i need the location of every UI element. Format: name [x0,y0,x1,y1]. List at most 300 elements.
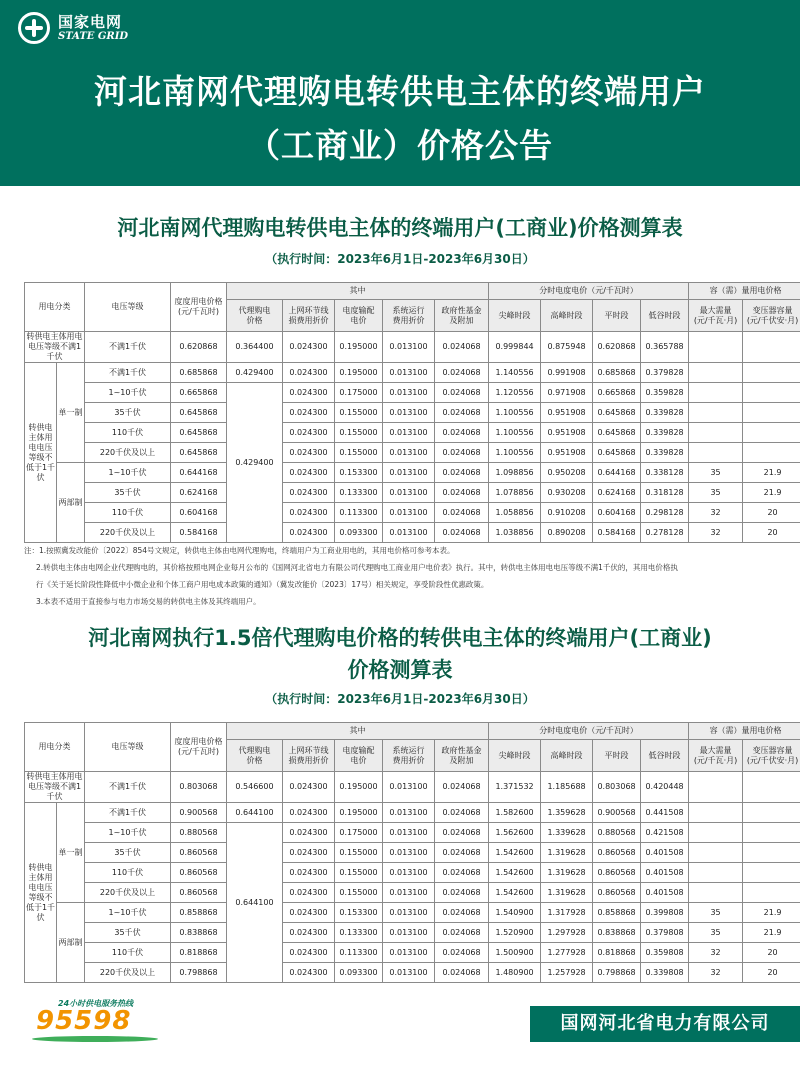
cell-c12 [689,843,743,863]
cell-c13: 21.9 [743,903,800,923]
cell-c13 [743,332,800,363]
cell-c13 [743,843,800,863]
cell-price: 0.645868 [171,403,227,423]
cell-c8: 1.078856 [489,483,541,503]
cell-price: 0.604168 [171,503,227,523]
table2-title-line2: 价格测算表 [347,658,453,682]
table2-price-table [24,722,800,983]
cell-c10: 0.860568 [593,843,641,863]
header-category: 用电分类 [25,283,85,332]
cell-c6: 0.013100 [383,363,435,383]
cell-c4: 0.024300 [283,483,335,503]
cell-c6: 0.013100 [383,523,435,543]
cell-c4: 0.024300 [283,903,335,923]
header-among: 其中 [227,723,489,740]
cell-c13 [743,883,800,903]
header-price: 度度用电价格 (元/千瓦时) [171,283,227,332]
cell-c7: 0.024068 [435,523,489,543]
header-category: 用电分类 [25,723,85,772]
cell-c6: 0.013100 [383,943,435,963]
cell-c5: 0.195000 [335,803,383,823]
header-capacity: 容（需）量用电价格 [689,723,800,740]
cell-c11: 0.318128 [641,483,689,503]
cell-c7: 0.024068 [435,863,489,883]
cell-c8: 1.542600 [489,843,541,863]
cell-c8: 1.562600 [489,823,541,843]
cell-c10: 0.645868 [593,423,641,443]
cell-c12: 35 [689,923,743,943]
note-3: 3.本表不适用于直接参与电力市场交易的转供电主体及其终端用户。 [36,597,261,606]
hotline-logo [32,996,172,1044]
cell-c6: 0.013100 [383,383,435,403]
cell-c11: 0.421508 [641,823,689,843]
note-2b: 行《关于延长阶段性降低中小微企业和个体工商户用电成本政策的通知》（冀发改能价〔2023〕17号）相关规定，享受阶段性优惠政策。 [36,580,489,589]
header-sub-1: 上网环节线 损费用折价 [283,740,335,772]
header-tou: 分时电度电价（元/千瓦时） [489,723,689,740]
header-sub-6: 高峰时段 [541,300,593,332]
cell-c9: 0.991908 [541,363,593,383]
cell-c13 [743,823,800,843]
main-title-line1: 河北南网代理购电转供电主体的终端用户 [94,72,706,111]
cell-c10: 0.900568 [593,803,641,823]
cell-c5: 0.155000 [335,843,383,863]
cell-price: 0.860568 [171,843,227,863]
cell-proxy-price: 0.364400 [227,332,283,363]
cell-voltage: 220千伏及以上 [85,963,171,983]
header-sub-9: 最大需量 (元/千瓦·月) [689,740,743,772]
header-price: 度度用电价格 (元/千瓦时) [171,723,227,772]
header-sub-3: 系统运行 费用折价 [383,740,435,772]
cell-c4: 0.024300 [283,923,335,943]
cell-c8: 1.140556 [489,363,541,383]
cell-c12 [689,403,743,423]
cell-c13: 21.9 [743,483,800,503]
cell-c7: 0.024068 [435,923,489,943]
cell-c11: 0.379828 [641,363,689,383]
cell-c11: 0.441508 [641,803,689,823]
header-sub-8: 低谷时段 [641,740,689,772]
cell-voltage: 不满1千伏 [85,332,171,363]
cell-proxy-price: 0.429400 [227,363,283,383]
cell-c13 [743,803,800,823]
cell-price: 0.900568 [171,803,227,823]
cell-c7: 0.024068 [435,943,489,963]
cell-c9: 0.910208 [541,503,593,523]
notes [24,542,784,610]
cell-voltage: 1~10千伏 [85,463,171,483]
cell-c6: 0.013100 [383,903,435,923]
cell-c10: 0.644168 [593,463,641,483]
table-row [25,463,800,483]
cell-c10: 0.818868 [593,943,641,963]
cell-c8: 1.500900 [489,943,541,963]
cell-c11: 0.338128 [641,463,689,483]
table-row [25,903,800,923]
cell-c5: 0.153300 [335,463,383,483]
table-row [25,883,800,903]
table-row [25,483,800,503]
cell-c4: 0.024300 [283,963,335,983]
cell-c10: 0.645868 [593,443,641,463]
table-row [25,923,800,943]
main-title-line2: （工商业）价格公告 [247,126,553,165]
cell-price: 0.860568 [171,883,227,903]
header-sub-7: 平时段 [593,740,641,772]
cell-c10: 0.645868 [593,403,641,423]
header-sub-5: 尖峰时段 [489,740,541,772]
cell-c8: 1.100556 [489,403,541,423]
cell-c11: 0.298128 [641,503,689,523]
cell-price: 0.860568 [171,863,227,883]
cell-c5: 0.113300 [335,943,383,963]
header-sub-0: 代理购电 价格 [227,300,283,332]
cell-price: 0.685868 [171,363,227,383]
table-row [25,423,800,443]
cell-c4: 0.024300 [283,523,335,543]
header-sub-4: 政府性基金 及附加 [435,300,489,332]
cell-c7: 0.024068 [435,403,489,423]
cell-c7: 0.024068 [435,823,489,843]
cell-c4: 0.024300 [283,383,335,403]
cell-c12: 32 [689,943,743,963]
header-sub-10: 变压器容量 (元/千伏安·月) [743,740,800,772]
cell-c9: 1.257928 [541,963,593,983]
cell-c13: 20 [743,503,800,523]
cell-c11: 0.401508 [641,863,689,883]
hotline-subtitle: 24小时供电服务热线 [58,999,134,1008]
cell-c12: 35 [689,903,743,923]
cell-voltage: 35千伏 [85,923,171,943]
cell-c5: 0.195000 [335,772,383,803]
cell-c4: 0.024300 [283,943,335,963]
table-row [25,823,800,843]
table-row [25,443,800,463]
cell-price: 0.818868 [171,943,227,963]
cell-voltage: 35千伏 [85,483,171,503]
cell-c9: 0.930208 [541,483,593,503]
table-row [25,403,800,423]
cell-c7: 0.024068 [435,383,489,403]
cell-voltage: 110千伏 [85,423,171,443]
cell-c13 [743,423,800,443]
cell-c8: 1.542600 [489,883,541,903]
cell-c9: 1.339628 [541,823,593,843]
cell-voltage: 1~10千伏 [85,383,171,403]
cell-c7: 0.024068 [435,363,489,383]
cell-c12 [689,823,743,843]
cell-c9: 0.951908 [541,443,593,463]
cell-c12 [689,423,743,443]
header-sub-2: 电度输配 电价 [335,740,383,772]
header-sub-10: 变压器容量 (元/千伏安·月) [743,300,800,332]
cell-c5: 0.155000 [335,423,383,443]
cell-c13 [743,863,800,883]
cell-c10: 0.685868 [593,363,641,383]
cell-c6: 0.013100 [383,772,435,803]
cell-c10: 0.880568 [593,823,641,843]
cell-voltage: 不满1千伏 [85,772,171,803]
cell-c12 [689,383,743,403]
cell-c6: 0.013100 [383,863,435,883]
cell-c7: 0.024068 [435,423,489,443]
cell-c5: 0.155000 [335,403,383,423]
cell-c10: 0.624168 [593,483,641,503]
cell-c4: 0.024300 [283,823,335,843]
table1-exec-time: （执行时间：2023年6月1日-2023年6月30日） [265,252,535,266]
cell-voltage: 不满1千伏 [85,803,171,823]
cell-c12 [689,803,743,823]
table2-title-line1: 河北南网执行1.5倍代理购电价格的转供电主体的终端用户(工商业) [88,626,712,650]
cell-c11: 0.399808 [641,903,689,923]
cell-price: 0.644168 [171,463,227,483]
cell-c7: 0.024068 [435,443,489,463]
cell-c4: 0.024300 [283,443,335,463]
cell-c10: 0.798868 [593,963,641,983]
logo-en-text: STATE GRID [58,30,129,42]
cell-price: 0.798868 [171,963,227,983]
cell-c6: 0.013100 [383,443,435,463]
cell-c8: 1.100556 [489,423,541,443]
table-row [25,363,800,383]
table-row [25,383,800,403]
cell-c7: 0.024068 [435,903,489,923]
cell-proxy-price: 0.644100 [227,803,283,823]
cell-c8: 1.058856 [489,503,541,523]
cell-proxy-price-merged: 0.429400 [227,383,283,543]
cell-c4: 0.024300 [283,403,335,423]
cell-c9: 1.319628 [541,843,593,863]
state-grid-logo [18,12,128,44]
cell-price: 0.620868 [171,332,227,363]
cell-c11: 0.420448 [641,772,689,803]
cell-c9: 1.317928 [541,903,593,923]
cell-c11: 0.339828 [641,443,689,463]
cell-voltage: 220千伏及以上 [85,443,171,463]
cell-c10: 0.860568 [593,883,641,903]
header-sub-0: 代理购电 价格 [227,740,283,772]
cell-c10: 0.803068 [593,772,641,803]
cell-c8: 1.371532 [489,772,541,803]
cell-c12 [689,363,743,383]
cell-c6: 0.013100 [383,483,435,503]
table-row [25,503,800,523]
cell-c8: 1.120556 [489,383,541,403]
cell-c8: 1.582600 [489,803,541,823]
hotline-number: 95598 [36,1006,132,1036]
header-sub-7: 平时段 [593,300,641,332]
cell-c11: 0.359808 [641,943,689,963]
cell-c6: 0.013100 [383,923,435,943]
table2-exec-time: （执行时间：2023年6月1日-2023年6月30日） [265,692,535,706]
cell-c7: 0.024068 [435,483,489,503]
cell-c6: 0.013100 [383,823,435,843]
table1-title: 河北南网代理购电转供电主体的终端用户(工商业)价格测算表 [117,216,683,240]
cell-c13 [743,772,800,803]
cell-c9: 0.951908 [541,423,593,443]
table-row [25,803,800,823]
hotline-swoosh-icon [32,1036,158,1042]
cell-c9: 0.971908 [541,383,593,403]
cell-c7: 0.024068 [435,503,489,523]
cell-c8: 1.520900 [489,923,541,943]
header-among: 其中 [227,283,489,300]
row-category: 转供电主体用电电压等级不满1千伏 [26,772,83,801]
note-2a: 2.转供电主体由电网企业代理购电的，其价格按照电网企业每月公布的《国网河北省电力有限公司代理购电工商业用户电价表》执行。其中，转供电主体用电电压等级不满1千伏的，其用电价格执 [36,563,678,572]
cell-price: 0.584168 [171,523,227,543]
cell-c7: 0.024068 [435,803,489,823]
cell-proxy-price: 0.546600 [227,772,283,803]
cell-c13 [743,443,800,463]
header-voltage: 电压等级 [85,283,171,332]
cell-c5: 0.175000 [335,383,383,403]
row-group-label: 转供电主体用电电压等级不低于1千伏 [25,803,57,983]
cell-price: 0.838868 [171,923,227,943]
cell-c13: 21.9 [743,463,800,483]
cell-c12: 32 [689,523,743,543]
header-banner [0,0,800,186]
cell-c8: 1.542600 [489,863,541,883]
cell-c7: 0.024068 [435,963,489,983]
cell-c12 [689,883,743,903]
header-sub-8: 低谷时段 [641,300,689,332]
cell-price: 0.880568 [171,823,227,843]
cell-c7: 0.024068 [435,772,489,803]
table-row [25,332,800,363]
cell-voltage: 220千伏及以上 [85,523,171,543]
cell-c11: 0.278128 [641,523,689,543]
cell-c6: 0.013100 [383,843,435,863]
cell-c5: 0.113300 [335,503,383,523]
header-sub-3: 系统运行 费用折价 [383,300,435,332]
table1-price-table [24,282,800,543]
header-capacity: 容（需）量用电价格 [689,283,800,300]
cell-c8: 1.038856 [489,523,541,543]
table-row [25,843,800,863]
cell-c5: 0.175000 [335,823,383,843]
cell-c11: 0.365788 [641,332,689,363]
row-two-label: 两部制 [57,463,85,543]
cell-c11: 0.401508 [641,843,689,863]
cell-c12: 35 [689,483,743,503]
cell-c9: 1.319628 [541,883,593,903]
cell-c6: 0.013100 [383,403,435,423]
cell-c11: 0.339828 [641,403,689,423]
cell-c6: 0.013100 [383,423,435,443]
cell-c9: 0.890208 [541,523,593,543]
cell-price: 0.645868 [171,443,227,463]
cell-c9: 1.185688 [541,772,593,803]
cell-c12 [689,443,743,463]
cell-c13: 20 [743,523,800,543]
cell-c5: 0.155000 [335,883,383,903]
cell-c4: 0.024300 [283,843,335,863]
cell-c7: 0.024068 [435,332,489,363]
row-group-label: 转供电主体用电电压等级不低于1千伏 [25,363,57,543]
header-voltage: 电压等级 [85,723,171,772]
cell-price: 0.645868 [171,423,227,443]
header-sub-4: 政府性基金 及附加 [435,740,489,772]
cell-c11: 0.401508 [641,883,689,903]
cell-c4: 0.024300 [283,503,335,523]
cell-c6: 0.013100 [383,463,435,483]
cell-c4: 0.024300 [283,803,335,823]
cell-c12: 32 [689,503,743,523]
cell-c4: 0.024300 [283,332,335,363]
table-row [25,943,800,963]
cell-c10: 0.860568 [593,863,641,883]
note-1: 注：1.按照冀发改能价〔2022〕854号文规定，转供电主体由电网代理购电，终端用户为工商业用电的，其用电价格可参考本表。 [24,546,455,555]
cell-c11: 0.379808 [641,923,689,943]
row-category: 转供电主体用电电压等级不满1千伏 [26,332,83,361]
cell-proxy-price-merged: 0.644100 [227,823,283,983]
table-row [25,863,800,883]
header-sub-6: 高峰时段 [541,740,593,772]
cell-c12 [689,332,743,363]
cell-c11: 0.359828 [641,383,689,403]
cell-c10: 0.584168 [593,523,641,543]
cell-c6: 0.013100 [383,883,435,903]
cell-c4: 0.024300 [283,883,335,903]
cell-c8: 1.100556 [489,443,541,463]
cell-voltage: 不满1千伏 [85,363,171,383]
cell-c5: 0.133300 [335,483,383,503]
cell-voltage: 1~10千伏 [85,823,171,843]
cell-c5: 0.093300 [335,963,383,983]
cell-c10: 0.665868 [593,383,641,403]
cell-c13: 20 [743,943,800,963]
cell-c11: 0.339808 [641,963,689,983]
cell-c4: 0.024300 [283,363,335,383]
cell-c9: 1.319628 [541,863,593,883]
cell-c5: 0.153300 [335,903,383,923]
cell-c13 [743,403,800,423]
cell-c10: 0.838868 [593,923,641,943]
cell-c9: 0.951908 [541,403,593,423]
cell-price: 0.665868 [171,383,227,403]
cell-c8: 1.540900 [489,903,541,923]
cell-voltage: 35千伏 [85,843,171,863]
cell-c4: 0.024300 [283,423,335,443]
table-row [25,963,800,983]
row-single-label: 单一制 [57,803,85,903]
row-two-label: 两部制 [57,903,85,983]
cell-c12 [689,863,743,883]
cell-c10: 0.858868 [593,903,641,923]
cell-c4: 0.024300 [283,772,335,803]
cell-c8: 1.480900 [489,963,541,983]
cell-c5: 0.155000 [335,863,383,883]
cell-c7: 0.024068 [435,463,489,483]
table-row [25,523,800,543]
header-sub-5: 尖峰时段 [489,300,541,332]
cell-c10: 0.604168 [593,503,641,523]
state-grid-globe-icon [18,12,50,44]
logo-cn-text: 国家电网 [58,12,123,31]
cell-c6: 0.013100 [383,963,435,983]
cell-price: 0.858868 [171,903,227,923]
cell-c13 [743,383,800,403]
cell-c5: 0.195000 [335,363,383,383]
header-sub-2: 电度输配 电价 [335,300,383,332]
header-sub-9: 最大需量 (元/千瓦·月) [689,300,743,332]
table-row [25,772,800,803]
row-single-label: 单一制 [57,363,85,463]
cell-c5: 0.155000 [335,443,383,463]
cell-c10: 0.620868 [593,332,641,363]
cell-c9: 0.950208 [541,463,593,483]
cell-c9: 0.875948 [541,332,593,363]
cell-c4: 0.024300 [283,863,335,883]
